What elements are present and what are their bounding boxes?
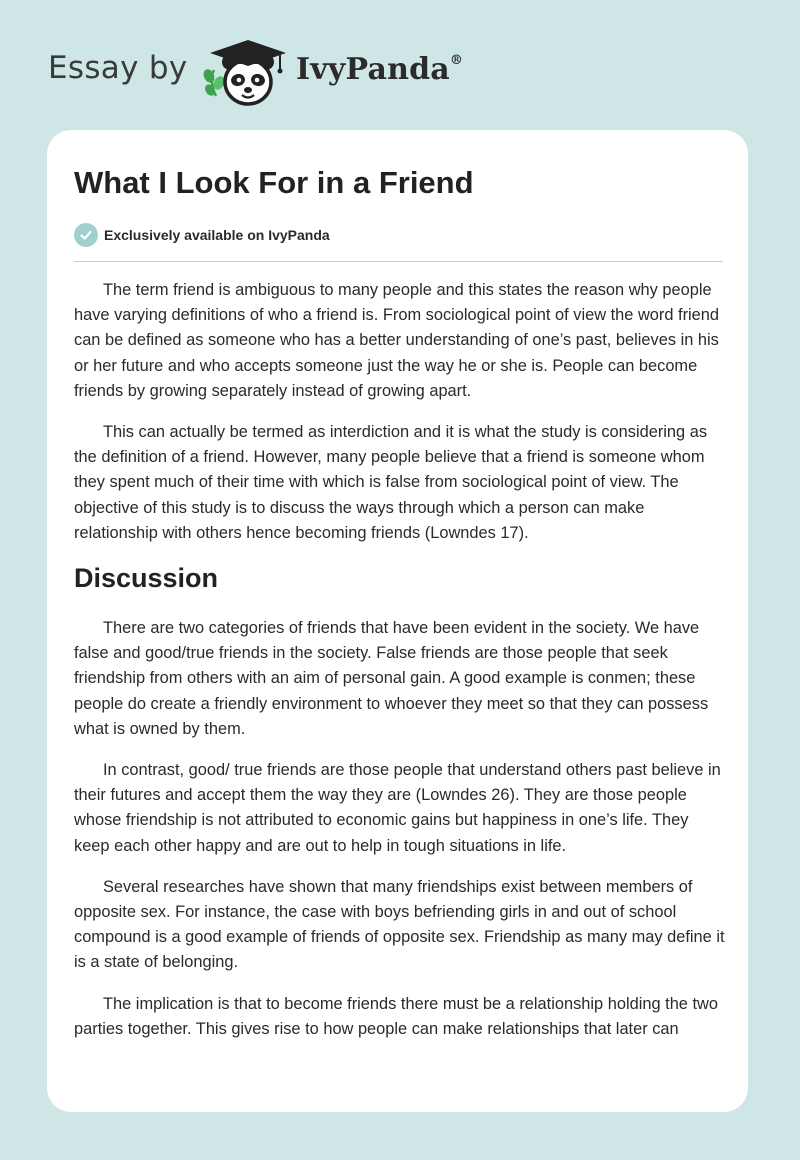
paragraph: In contrast, good/ true friends are those people that understand others past believe in their futures and accept them the way they are (Lowndes 26). They are those people whose friendship is not attributed to economic gains but happiness in one’s life. They keep each other happy and are out to help in tough situations in life.	[74, 761, 721, 855]
check-icon	[74, 223, 98, 247]
essay-card	[47, 130, 748, 1112]
brand-name-text: IvyPanda	[296, 52, 450, 87]
essay-by-label: Essay by	[48, 50, 188, 86]
brand-name[interactable]	[296, 52, 463, 87]
registered-mark: ®	[449, 53, 464, 68]
panda-logo-icon[interactable]	[200, 36, 292, 110]
paragraph: There are two categories of friends that have been evident in the society. We have false and good/true friends in the society. False friends are those people that seek friendship from others with an aim of personal gain. A good example is conmen; these people do create a friendly environment to whoever they meet so that they can possess what is owned by them.	[74, 619, 709, 738]
exclusive-badge	[74, 222, 330, 248]
paragraph: The implication is that to become friends there must be a relationship holding the two parties together. This gives rise to how people can make relationships that later can	[74, 994, 718, 1038]
site-header	[0, 0, 800, 130]
essay-title: What I Look For in a Friend	[74, 165, 474, 200]
paragraph: This can actually be termed as interdiction and it is what the study is considering as the definition of a friend. However, many people believe that a friend is someone whom they spent much of their time with which is false from sociological point of view. The objective of this study is to discuss the ways through which a person can make relationship with others hence becoming friends (Lowndes 17).	[74, 423, 708, 542]
paragraph: Several researches have shown that many friendships exist between members of opposite sex. For instance, the case with boys befriending girls in and out of school compound is a good example of friends of opposite sex. Friendship as many may define it is a state of belonging.	[74, 877, 725, 972]
essay-body	[74, 278, 726, 1058]
paragraph: The term friend is ambiguous to many people and this states the reason why people have varying definitions of who a friend is. From sociological point of view the word friend can be defined as someone who has a better understanding of one’s past, believes in his or her future and who accepts someone just the way he or she is. People can become friends by growing separately instead of growing apart.	[74, 281, 720, 400]
divider	[74, 261, 723, 262]
badge-text: Exclusively available on IvyPanda	[104, 227, 330, 243]
section-heading: Discussion	[74, 563, 219, 594]
